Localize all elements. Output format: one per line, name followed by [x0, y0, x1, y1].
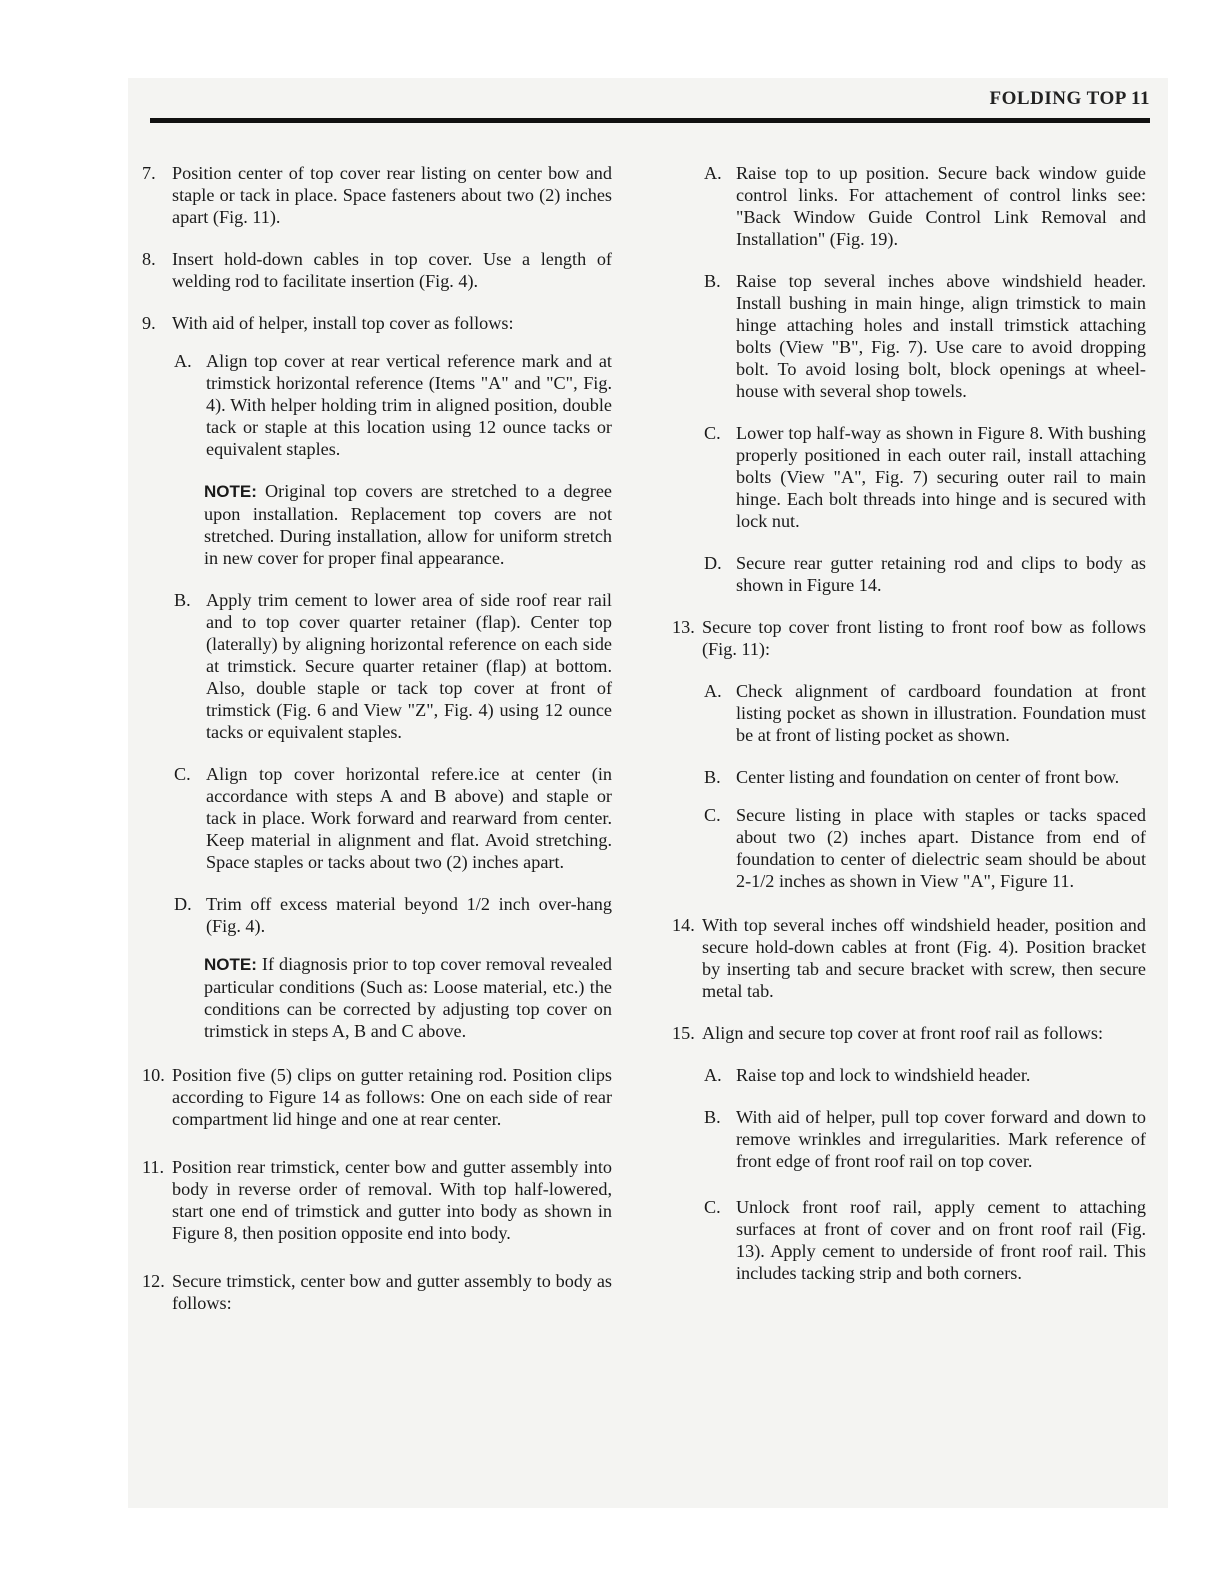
- step-12d: D. Secure rear gutter retaining rod and clips to body as shown in Figure 14.: [704, 553, 1146, 595]
- step-11: 11. Position rear trimstick, center bow and gutter assembly into body in reverse order of removal. With top half-lowered, start one end of trimstick and gutter into body as shown in Figure 8, then position opposite end into body.: [142, 1157, 612, 1243]
- left-column: [142, 162, 612, 1336]
- step-15c: C. Unlock front roof rail, apply cement to attaching surfaces at front of cover and on front roof rail (Fig. 13). Apply cement to underside of front roof rail. This includes tacking strip and both corners.: [704, 1197, 1146, 1283]
- step-9a: A. Align top cover at rear vertical reference mark and at trimstick horizontal reference (Items "A" and "C", Fig. 4). With helper holding trim in aligned position, double tack or staple at this location using 12 ounce tacks or equivalent staples.: [174, 351, 612, 459]
- step-10: 10. Position five (5) clips on gutter retaining rod. Position clips according to Figure 14 as follows: One on each side of rear compartment lid hinge and one at rear center.: [142, 1065, 612, 1129]
- step-7: 7. Position center of top cover rear listing on center bow and staple or tack in place. Space fasteners about two (2) inches apart (Fig. 11).: [142, 163, 612, 227]
- step-9: 9. With aid of helper, install top cover as follows:: [142, 313, 514, 333]
- step-8: 8. Insert hold-down cables in top cover. Use a length of welding rod to facilitate insertion (Fig. 4).: [142, 249, 612, 291]
- page-header: [150, 88, 1150, 116]
- step-15a: A. Raise top and lock to windshield header.: [704, 1065, 1031, 1085]
- step-13b: B. Center listing and foundation on center of front bow.: [704, 767, 1120, 787]
- step-12a: A. Raise top to up position. Secure back window guide control links. For attachement of control links see: "Back Window Guide Control Link Removal and Installation" (Fig. 19).: [704, 163, 1146, 249]
- step-9d: D. Trim off excess material beyond 1/2 inch over-hang (Fig. 4).: [174, 894, 612, 936]
- step-12b: B. Raise top several inches above windshield header. Install bushing in main hinge, align trimstick to main hinge attaching holes and install trimstick attaching bolts (View "B", Fig. 7). Use care to avoid dropping bolt. To avoid losing bolt, block openings at wheel-house with several shop towels.: [704, 271, 1146, 401]
- step-13: 13. Secure top cover front listing to front roof bow as follows (Fig. 11):: [672, 617, 1146, 659]
- step-12c: C. Lower top half-way as shown in Figure 8. With bushing properly positioned in each outer rail, install attaching bolts (View "A", Fig. 7) securing outer rail to main hinge. Each bolt threads into hinge and is secured with lock nut.: [704, 423, 1146, 531]
- step-13c: C. Secure listing in place with staples or tacks spaced about two (2) inches apart. Distance from end of foundation to center of dielectric seam should be about 2-1/2 inches as shown in View "A", Figure 11.: [704, 805, 1146, 891]
- header-rule: [150, 118, 1150, 123]
- right-column: [672, 162, 1146, 1306]
- step-9b: B. Apply trim cement to lower area of side roof rear rail and to top cover quarter retainer (flap). Center top (laterally) by aligning horizontal reference on each side at trimstick. Secure quarter retainer (flap) at bottom. Also, double staple or tack top cover at front of trimstick (Fig. 6 and View "Z", Fig. 4) using 12 ounce tacks or equivalent staples.: [174, 590, 612, 742]
- step-15b: B. With aid of helper, pull top cover forward and down to remove wrinkles and irregularities. Mark reference of front edge of front roof rail on top cover.: [704, 1107, 1146, 1171]
- step-9c: C. Align top cover horizontal refere.ice at center (in accordance with steps A and B above) and staple or tack in place. Work forward and rearward from center. Keep material in alignment and flat. Avoid stretching. Space staples or tacks about two (2) inches apart.: [174, 764, 612, 872]
- step-15: 15. Align and secure top cover at front roof rail as follows:: [672, 1023, 1104, 1043]
- page-title: FOLDING TOP 11: [989, 88, 1150, 109]
- note-2: NOTE: If diagnosis prior to top cover removal revealed particular conditions (Such as: Loose material, etc.) the conditions can be corrected by adjusting top cover on trimstick in steps A, B and C above.: [204, 954, 612, 1041]
- step-13a: A. Check alignment of cardboard foundation at front listing pocket as shown in illustration. Foundation must be at front of listing pocket as shown.: [704, 681, 1146, 745]
- step-12: 12. Secure trimstick, center bow and gutter assembly to body as follows:: [142, 1271, 612, 1313]
- note-1: NOTE: Original top covers are stretched to a degree upon installation. Replacement top covers are not stretched. During installation, allow for uniform stretch in new cover for proper final appearance.: [204, 481, 612, 568]
- step-14: 14. With top several inches off windshield header, position and secure hold-down cables at front (Fig. 4). Position bracket by inserting tab and secure bracket with screw, then secure metal tab.: [672, 915, 1146, 1001]
